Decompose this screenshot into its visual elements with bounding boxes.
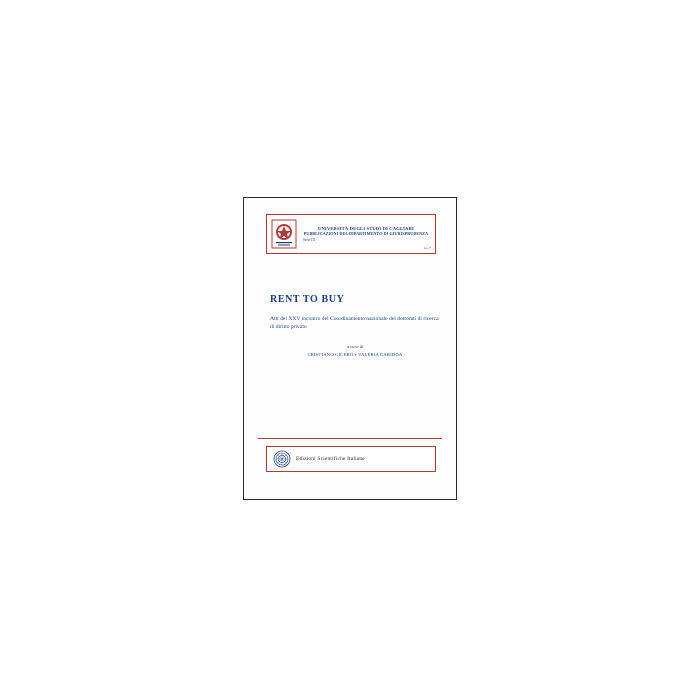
- university-name: UNIVERSITÀ DEGLI STUDI DI CAGLIARI: [318, 225, 414, 231]
- esi-publisher-logo-icon: [273, 450, 291, 468]
- page-title: RENT TO BUY: [270, 294, 345, 305]
- university-series-name: PUBBLICAZIONI DEL DIPARTIMENTO DI GIURISPRUDENZA: [303, 230, 429, 236]
- editors-names: CRISTIANO CICERO e VALERIA CARIDDA: [307, 351, 403, 357]
- publisher-name: Edizioni Scientifiche Italiane: [296, 456, 365, 462]
- university-crest-icon: [271, 219, 297, 249]
- book-cover: [243, 197, 457, 500]
- title-block: [270, 294, 440, 357]
- cover-divider: [258, 438, 442, 439]
- university-header-box: [266, 214, 436, 254]
- editors-label: a cura di: [346, 343, 364, 349]
- publisher-box: [266, 446, 436, 472]
- university-series-number: Serie III: [303, 238, 315, 243]
- book-cover-inner: [244, 198, 456, 499]
- book-subtitle: Atti del XXV incontro del Coordinamento nazionale dei dottorati di ricerca di diritto privato: [270, 316, 439, 331]
- university-issue-number: no. 7: [424, 246, 431, 250]
- university-text: [301, 226, 431, 243]
